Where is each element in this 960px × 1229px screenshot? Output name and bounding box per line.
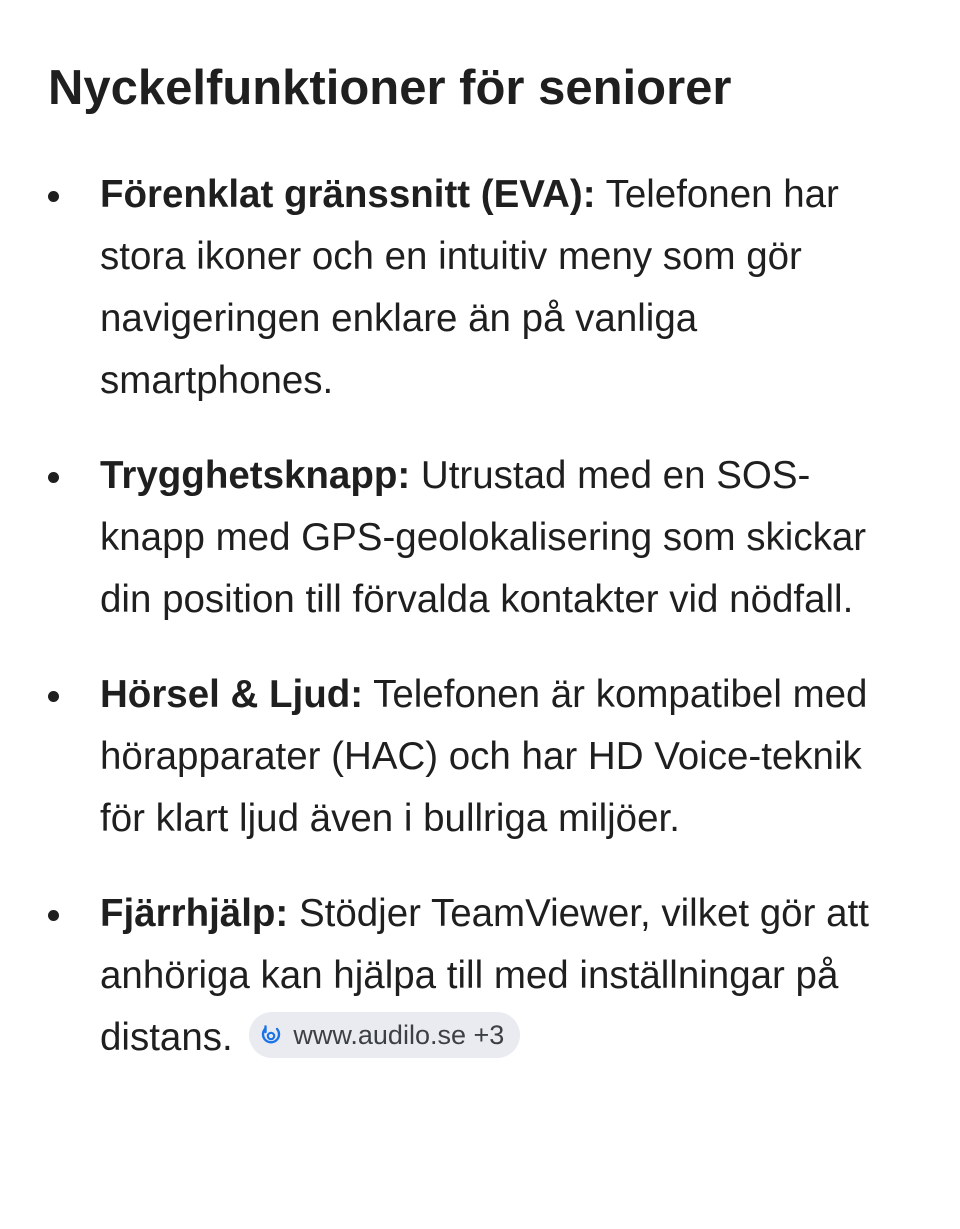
feature-title: Förenklat gränssnitt (EVA):	[100, 173, 596, 216]
bullet-icon	[48, 910, 59, 921]
feature-text: Stödjer TeamViewer, vilket gör att anhöriga kan hjälpa till med inställningar på distans.	[100, 892, 869, 1059]
page-title: Nyckelfunktioner för seniorer	[48, 61, 732, 115]
feature-title: Hörsel & Ljud:	[100, 673, 364, 716]
feature-title: Fjärrhjälp:	[100, 892, 289, 935]
feature-text: Telefonen är kompatibel med hörapparater (HAC) och har HD Voice-teknik för klart ljud även i bullriga miljöer.	[100, 673, 868, 840]
bullet-icon	[48, 472, 59, 483]
bullet-icon	[48, 691, 59, 702]
bullet-icon	[48, 191, 59, 202]
feature-list	[48, 164, 912, 1069]
list-item-remote-help	[48, 883, 914, 1069]
feature-text: Utrustad med en SOS-knapp med GPS-geolokalisering som skickar din position till förvalda kontakter vid nödfall.	[100, 454, 867, 621]
list-item-hearing-sound	[48, 664, 914, 850]
list-item-simplified-interface	[48, 164, 914, 412]
feature-text: Telefonen har stora ikoner och en intuitiv meny som gör navigeringen enklare än på vanliga smartphones.	[100, 173, 839, 402]
feature-title: Trygghetsknapp:	[100, 454, 411, 497]
source-chip[interactable]	[249, 1012, 520, 1058]
source-site-icon	[259, 1023, 283, 1047]
list-item-safety-button	[48, 445, 914, 631]
source-chip-label: www.audilo.se +3	[293, 1019, 505, 1050]
